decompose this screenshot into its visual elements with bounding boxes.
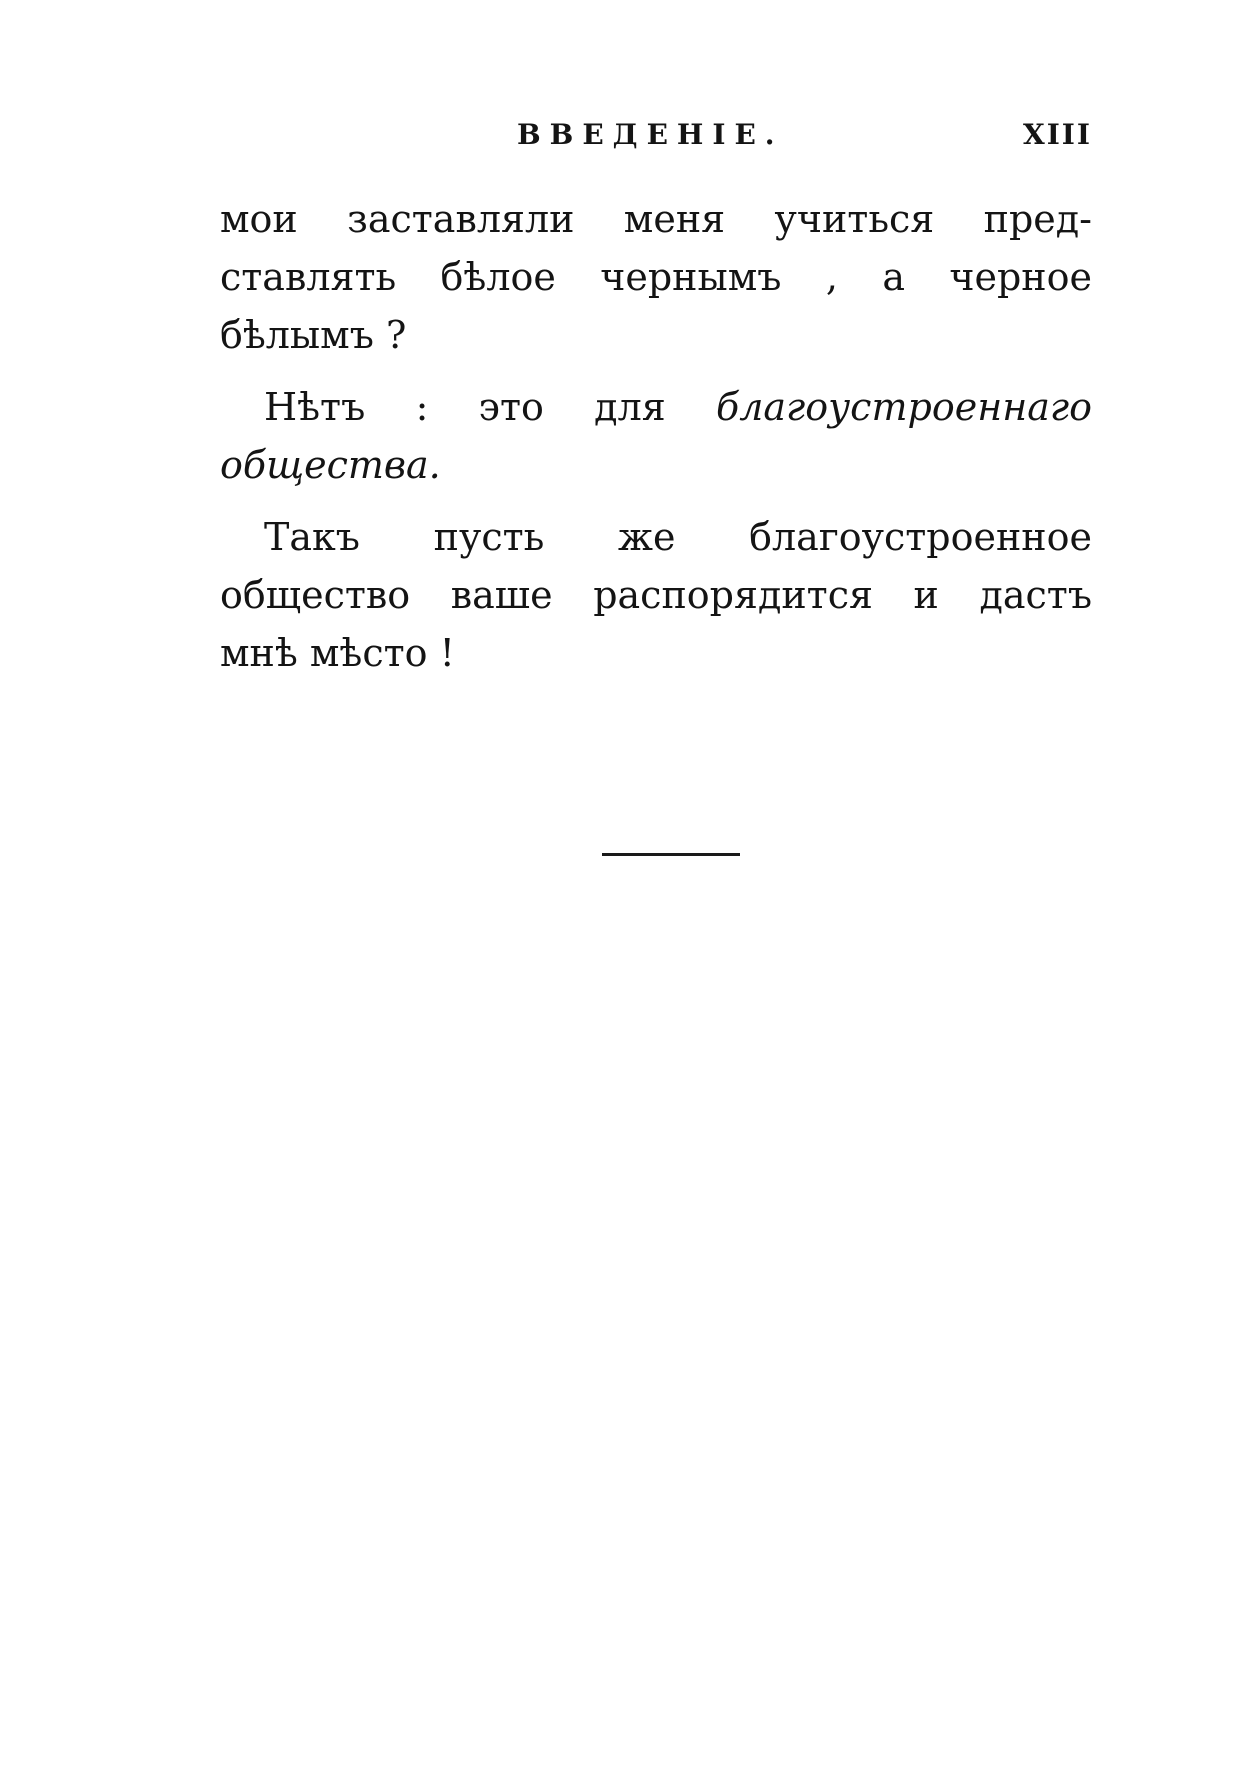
section-end-rule — [602, 853, 740, 856]
text-line: ставлять бѣлое чернымъ , а черное — [220, 255, 1092, 299]
text-line: мнѣ мѣсто ! — [220, 631, 455, 675]
body-text — [220, 190, 1092, 696]
page-number: XIII — [1022, 118, 1092, 151]
italic-text-run: общества. — [220, 443, 441, 487]
paragraph-3 — [220, 508, 1092, 682]
text-line: бѣлымъ ? — [220, 313, 407, 357]
page-header — [220, 118, 1092, 158]
paragraph-1 — [220, 190, 1092, 364]
running-head: ВВЕДЕНІЕ. — [517, 118, 784, 151]
italic-text-run: благоустроеннаго — [716, 385, 1092, 429]
paragraph-2 — [220, 378, 1092, 494]
text-line — [220, 436, 1092, 494]
text-line: общество ваше распорядится и дастъ — [220, 573, 1092, 617]
text-line: Такъ пусть же благоустроенное — [264, 515, 1092, 559]
text-run: Нѣтъ : это для — [264, 385, 717, 429]
text-line: мои заставляли меня учиться пред- — [220, 197, 1092, 241]
text-line — [220, 378, 1092, 436]
